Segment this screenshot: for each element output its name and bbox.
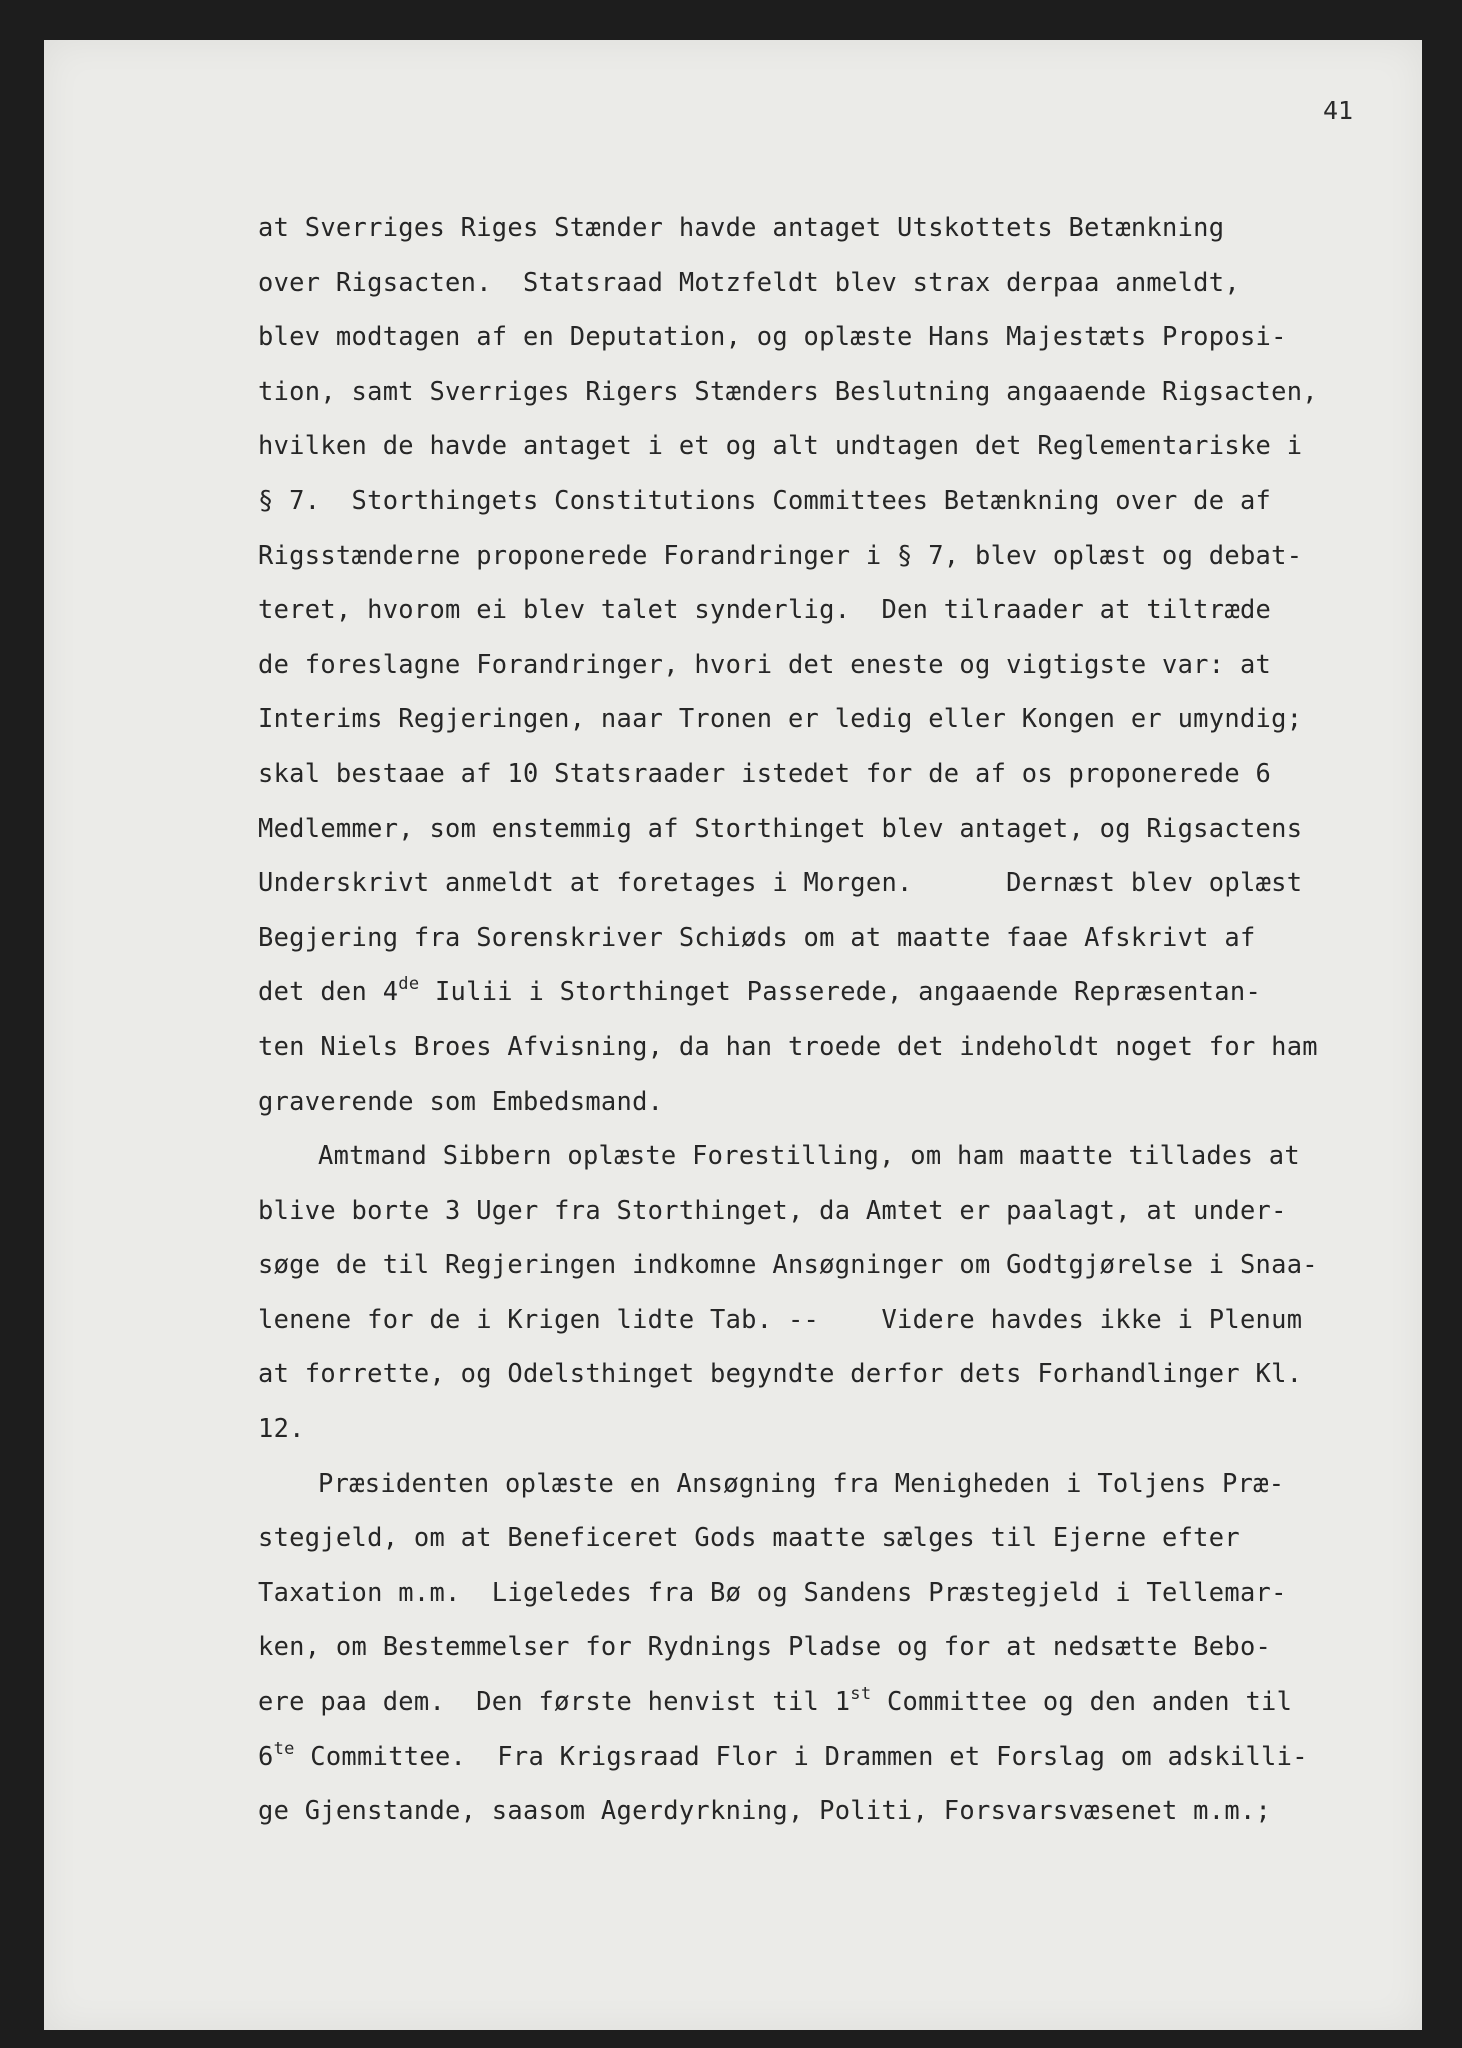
line-text: at forrette, og Odelsthinget begyndte derfor dets Forhandlinger Kl. (258, 1358, 1303, 1389)
line-text: det den 4 (258, 976, 399, 1007)
line-text: søge de til Regjeringen indkomne Ansøgninger om Godtgjørelse i Snaa- (258, 1249, 1318, 1280)
text-line (258, 1401, 1448, 1456)
line-text: Medlemmer, som enstemmig af Storthinget blev antaget, og Rigsactens (258, 812, 1303, 843)
text-line (258, 418, 1448, 473)
text-line (258, 364, 1448, 419)
line-text: 6 (258, 1740, 274, 1771)
line-text: tion, samt Sverriges Rigers Stænders Beslutning angaaende Rigsacten, (258, 375, 1318, 406)
text-line (258, 964, 1448, 1019)
line-text: ge Gjenstande, saasom Agerdyrkning, Politi, Forsvarsvæsenet m.m.; (258, 1795, 1272, 1826)
text-line (258, 691, 1448, 746)
text-line (258, 1074, 1448, 1129)
line-text: ere paa dem. Den første henvist til 1 (258, 1686, 851, 1717)
text-line (258, 528, 1448, 583)
superscript: st (850, 1684, 872, 1705)
text-line (258, 1510, 1448, 1565)
text-line (258, 1619, 1448, 1674)
text-line (258, 1729, 1448, 1784)
text-line (258, 1674, 1448, 1729)
text-line (258, 1565, 1448, 1620)
text-line (258, 910, 1448, 965)
line-text: Underskrivt anmeldt at foretages i Morgen. Dernæst blev oplæst (258, 867, 1303, 898)
line-text: § 7. Storthingets Constitutions Committees Betænkning over de af (258, 484, 1272, 515)
line-text: Præsidenten oplæste en Ansøgning fra Menigheden i Toljens Præ- (318, 1467, 1285, 1498)
body-text (258, 200, 1448, 1838)
line-text: skal bestaae af 10 Statsraader istedet for de af os proponerede 6 (258, 757, 1272, 788)
text-line (258, 1346, 1448, 1401)
text-line (258, 746, 1448, 801)
line-text: de foreslagne Forandringer, hvori det eneste og vigtigste var: at (258, 648, 1272, 679)
superscript: de (398, 974, 420, 995)
document-page (44, 40, 1422, 2030)
page-number: 41 (1323, 96, 1354, 125)
line-text: stegjeld, om at Beneficeret Gods maatte sælges til Ejerne efter (258, 1522, 1240, 1553)
line-text: graverende som Embedsmand. (258, 1085, 664, 1116)
text-line (258, 473, 1448, 528)
line-text: hvilken de havde antaget i et og alt undtagen det Reglementariske i (258, 430, 1303, 461)
text-line (258, 637, 1448, 692)
line-text: ken, om Bestemmelser for Rydnings Pladse og for at nedsætte Bebo- (258, 1631, 1272, 1662)
line-text: 12. (258, 1413, 305, 1444)
line-text: Taxation m.m. Ligeledes fra Bø og Sandens Præstegjeld i Tellemar- (258, 1576, 1287, 1607)
text-line (258, 1783, 1448, 1838)
line-text: Begjering fra Sorenskriver Schiøds om at maatte faae Afskrivt af (258, 921, 1256, 952)
superscript: te (273, 1738, 295, 1759)
line-text: at Sverriges Riges Stænder havde antaget Utskottets Betænkning (258, 212, 1225, 242)
line-text: teret, hvorom ei blev talet synderlig. Den tilraader at tiltræde (258, 594, 1272, 625)
text-line (258, 1128, 1448, 1183)
text-line (258, 309, 1448, 364)
line-text: ten Niels Broes Afvisning, da han troede det indeholdt noget for ham (258, 1030, 1318, 1061)
line-text: Rigsstænderne proponerede Forandringer i § 7, blev oplæst og debat- (258, 539, 1303, 570)
line-text: Amtmand Sibbern oplæste Forestilling, om ham maatte tillades at (318, 1140, 1300, 1171)
text-line (258, 801, 1448, 856)
line-text-continued: Committee og den anden til (871, 1686, 1293, 1717)
text-line (258, 1237, 1448, 1292)
line-text: over Rigsacten. Statsraad Motzfeldt blev strax derpaa anmeldt, (258, 266, 1240, 297)
line-text: blive borte 3 Uger fra Storthinget, da Amtet er paalagt, at under- (258, 1194, 1287, 1225)
text-line (258, 200, 1448, 255)
line-text-continued: Committee. Fra Krigsraad Flor i Drammen et Forslag om adskilli- (294, 1740, 1308, 1771)
line-text-continued: Iulii i Storthinget Passerede, angaaende Repræsentan- (419, 976, 1262, 1007)
line-text: lenene for de i Krigen lidte Tab. -- Videre havdes ikke i Plenum (258, 1303, 1303, 1334)
line-text: Interims Regjeringen, naar Tronen er ledig eller Kongen er umyndig; (258, 703, 1303, 734)
text-line (258, 255, 1448, 310)
text-line (258, 1183, 1448, 1238)
text-line (258, 855, 1448, 910)
line-text: blev modtagen af en Deputation, og oplæste Hans Majestæts Proposi- (258, 321, 1287, 352)
text-line (258, 1292, 1448, 1347)
text-line (258, 1456, 1448, 1511)
text-line (258, 1019, 1448, 1074)
text-line (258, 582, 1448, 637)
